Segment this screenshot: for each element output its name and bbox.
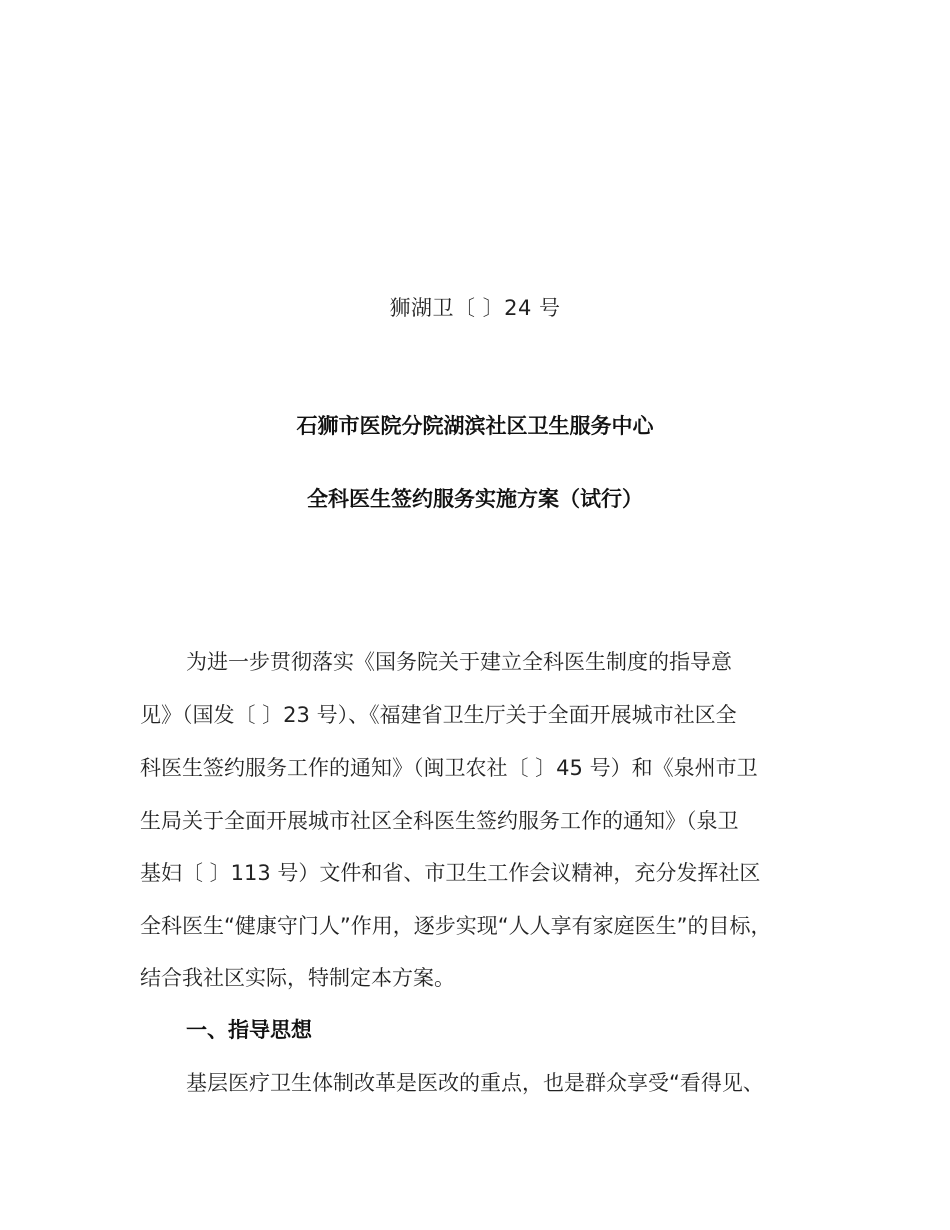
paragraph-line: 基妇〔 〕113 号）文件和省、市卫生工作会议精神，充分发挥社区 xyxy=(140,861,761,885)
document-number: 狮湖卫〔 〕24 号 xyxy=(389,296,561,320)
paragraph-line: 基层医疗卫生体制改革是医改的重点，也是群众享受“看得见、 xyxy=(186,1071,764,1095)
paragraph-line: 生局关于全面开展城市社区全科医生签约服务工作的通知》（泉卫 xyxy=(140,809,739,833)
paragraph-line: 结合我社区实际，特制定本方案。 xyxy=(140,966,455,990)
paragraph-line: 为进一步贯彻落实《国务院关于建立全科医生制度的指导意 xyxy=(186,650,732,674)
document-title-line-2: 全科医生签约服务实施方案（试行） xyxy=(307,487,643,511)
paragraph-line: 全科医生“健康守门人”作用，逐步实现“人人享有家庭医生”的目标， xyxy=(140,914,772,938)
section-heading: 一、指导思想 xyxy=(186,1018,312,1042)
paragraph-line: 见》（国发〔 〕23 号）、《福建省卫生厅关于全面开展城市社区全 xyxy=(140,703,737,727)
paragraph-line: 科医生签约服务工作的通知》（闽卫农社〔 〕45 号）和《泉州市卫 xyxy=(140,756,758,780)
document-title-line-1: 石狮市医院分院湖滨社区卫生服务中心 xyxy=(296,414,654,438)
